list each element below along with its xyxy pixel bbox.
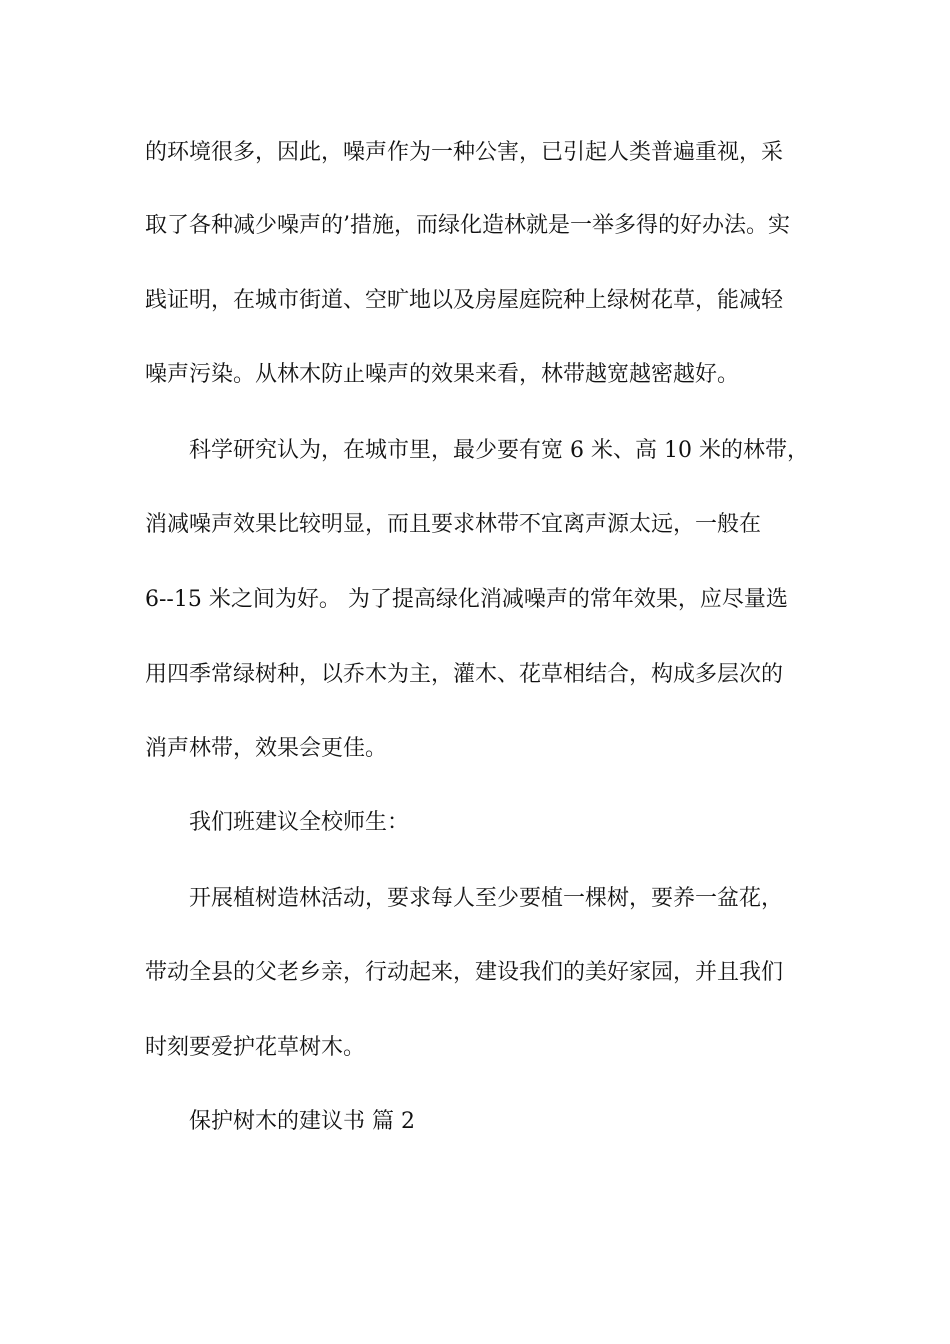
text-line: 时刻要爱护花草树木。 [145,1035,366,1060]
text-line: 用四季常绿树种，以乔木为主，灌木、花草相结合，构成多层次的 [145,662,784,687]
text-line: 6--15 米之间为好。 为了提高绿化消减噪声的常年效果，应尽量选 [145,587,788,612]
text-line: 消声林带，效果会更佳。 [145,736,388,761]
paragraph-start: 科学研究认为，在城市里，最少要有宽 6 米、高 10 米的林带， [189,438,809,463]
paragraph-start: 开展植树造林活动，要求每人至少要植一棵树，要养一盆花， [189,886,784,911]
text-line: 践证明，在城市街道、空旷地以及房屋庭院种上绿树花草，能减轻 [145,288,784,313]
text-line: 的环境很多，因此，噪声作为一种公害，已引起人类普遍重视，采 [145,140,784,165]
text-line: 噪声污染。从林木防止噪声的效果来看，林带越宽越密越好。 [145,362,740,387]
section-heading: 保护树木的建议书 篇 2 [189,1109,415,1134]
text-line: 消减噪声效果比较明显，而且要求林带不宜离声源太远，一般在 [145,512,762,537]
paragraph-start: 我们班建议全校师生： [189,810,410,835]
text-line: 带动全县的父老乡亲，行动起来，建设我们的美好家园，并且我们 [145,960,784,985]
text-line: 取了各种减少噪声的’措施，而绿化造林就是一举多得的好办法。实 [145,213,790,238]
